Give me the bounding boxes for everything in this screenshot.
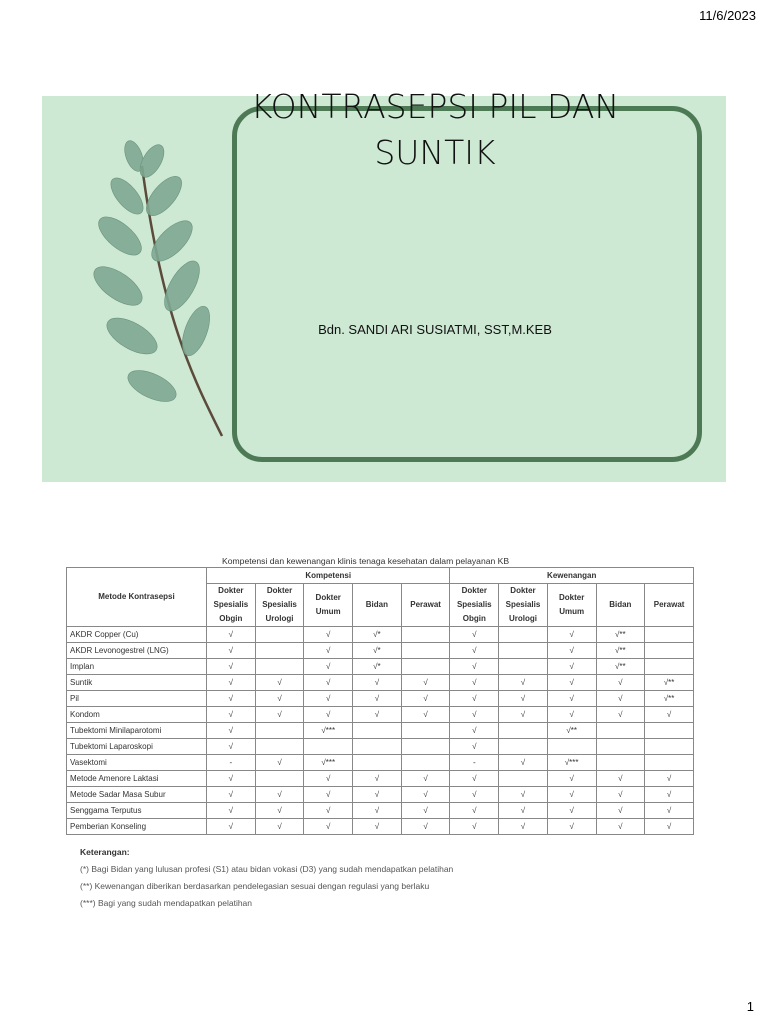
table-cell: √ xyxy=(450,627,499,643)
method-cell: Kondom xyxy=(67,707,207,723)
table-cell: √ xyxy=(304,643,353,659)
table-row xyxy=(67,643,694,659)
table-cell: √ xyxy=(401,803,450,819)
table-cell: √ xyxy=(207,691,256,707)
table-cell: √ xyxy=(499,707,548,723)
table-cell: √** xyxy=(596,627,645,643)
table-row xyxy=(67,675,694,691)
table-cell xyxy=(547,739,596,755)
table-cell xyxy=(645,659,694,675)
table-cell xyxy=(499,643,548,659)
table-cell: √ xyxy=(255,691,304,707)
table-cell: √ xyxy=(207,787,256,803)
table-cell: √ xyxy=(596,707,645,723)
table-cell: √** xyxy=(596,659,645,675)
table-cell: √ xyxy=(207,771,256,787)
table-cell: √ xyxy=(401,675,450,691)
table-cell: √** xyxy=(645,691,694,707)
table-cell: √ xyxy=(450,787,499,803)
table-notes xyxy=(80,844,453,912)
table-row xyxy=(67,707,694,723)
column-header: Dokter Spesialis Obgin xyxy=(450,584,499,627)
table-cell: √ xyxy=(547,819,596,835)
table-cell xyxy=(353,755,402,771)
table-cell: √ xyxy=(353,675,402,691)
table-cell: √ xyxy=(499,675,548,691)
note-item: (***) Bagi yang sudah mendapatkan pelatihan xyxy=(80,898,253,908)
table-cell xyxy=(401,659,450,675)
table-cell: √** xyxy=(596,643,645,659)
note-item: (**) Kewenangan diberikan berdasarkan pendelegasian sesuai dengan regulasi yang berlaku xyxy=(80,881,430,891)
competency-table xyxy=(66,567,694,835)
table-cell xyxy=(499,739,548,755)
table-cell: √ xyxy=(499,787,548,803)
method-cell: Tubektomi Laparoskopi xyxy=(67,739,207,755)
method-cell: Senggama Terputus xyxy=(67,803,207,819)
slide-title xyxy=(230,84,640,176)
table-cell xyxy=(645,643,694,659)
table-cell: √ xyxy=(304,627,353,643)
table-row xyxy=(67,819,694,835)
column-header: Dokter Spesialis Urologi xyxy=(255,584,304,627)
page-number: 1 xyxy=(746,999,754,1014)
table-cell: √ xyxy=(450,739,499,755)
table-cell: √ xyxy=(207,627,256,643)
table-cell: √*** xyxy=(304,755,353,771)
table-cell: √ xyxy=(547,771,596,787)
table-cell: √ xyxy=(450,675,499,691)
table-cell xyxy=(304,739,353,755)
table-cell: √ xyxy=(596,787,645,803)
table-cell: √* xyxy=(353,627,402,643)
table-cell: √** xyxy=(645,675,694,691)
table-cell: √ xyxy=(353,819,402,835)
table-cell: - xyxy=(207,755,256,771)
table-cell: √ xyxy=(450,707,499,723)
table-cell xyxy=(255,771,304,787)
method-cell: Pemberian Konseling xyxy=(67,819,207,835)
slide-date: 11/6/2023 xyxy=(699,8,756,23)
table-cell: √ xyxy=(353,771,402,787)
table-cell: √ xyxy=(401,771,450,787)
table-cell xyxy=(353,723,402,739)
table-cell: √ xyxy=(547,691,596,707)
table-cell: √ xyxy=(304,803,353,819)
table-cell: √ xyxy=(547,803,596,819)
table-cell: √ xyxy=(304,691,353,707)
column-header: Bidan xyxy=(353,584,402,627)
table-row xyxy=(67,659,694,675)
table-cell xyxy=(499,659,548,675)
table-cell: √ xyxy=(207,659,256,675)
table-cell xyxy=(401,643,450,659)
table-cell xyxy=(499,771,548,787)
table-cell: √ xyxy=(499,755,548,771)
column-header: Bidan xyxy=(596,584,645,627)
column-header: Dokter Umum xyxy=(547,584,596,627)
table-cell: √ xyxy=(596,771,645,787)
table-cell: √ xyxy=(255,819,304,835)
table-row xyxy=(67,771,694,787)
table-cell: √ xyxy=(304,787,353,803)
table-cell: √ xyxy=(401,787,450,803)
table-cell: √ xyxy=(596,819,645,835)
table-cell xyxy=(596,739,645,755)
method-cell: Tubektomi Minilaparotomi xyxy=(67,723,207,739)
table-cell xyxy=(255,723,304,739)
table-cell: √*** xyxy=(547,755,596,771)
table-cell: √ xyxy=(304,675,353,691)
table-cell: √ xyxy=(304,771,353,787)
column-header: Perawat xyxy=(401,584,450,627)
note-item: (*) Bagi Bidan yang lulusan profesi (S1) atau bidan vokasi (D3) yang sudah mendapatkan pelatihan xyxy=(80,864,454,874)
table-row xyxy=(67,627,694,643)
table-cell: √ xyxy=(207,803,256,819)
table-cell: √ xyxy=(547,643,596,659)
table-cell: √** xyxy=(547,723,596,739)
slide-title-line-2: SUNTIK xyxy=(374,133,496,172)
table-cell xyxy=(401,739,450,755)
column-header: Perawat xyxy=(645,584,694,627)
table-cell: √ xyxy=(401,691,450,707)
group-header-kompetensi: Kompetensi xyxy=(207,568,450,584)
table-cell: √ xyxy=(304,707,353,723)
table-cell xyxy=(499,627,548,643)
method-cell: Metode Sadar Masa Subur xyxy=(67,787,207,803)
table-cell xyxy=(255,643,304,659)
slide-title-line-1: KONTRASEPSI PIL DAN xyxy=(250,87,620,126)
group-header-kewenangan: Kewenangan xyxy=(450,568,694,584)
table-cell: √ xyxy=(450,643,499,659)
table-cell: √ xyxy=(207,819,256,835)
table-cell: √ xyxy=(450,803,499,819)
table-cell: - xyxy=(450,755,499,771)
table-cell: √ xyxy=(255,803,304,819)
table-cell: √* xyxy=(353,659,402,675)
table-cell: √ xyxy=(547,787,596,803)
table-cell: √*** xyxy=(304,723,353,739)
column-header: Dokter Spesialis Obgin xyxy=(207,584,256,627)
table-cell: √ xyxy=(547,659,596,675)
table-cell xyxy=(353,739,402,755)
table-cell: √ xyxy=(645,771,694,787)
table-cell xyxy=(401,755,450,771)
table-cell xyxy=(255,627,304,643)
table-cell: √ xyxy=(353,691,402,707)
slide-author: Bdn. SANDI ARI SUSIATMI, SST,M.KEB xyxy=(318,322,552,337)
table-cell: √ xyxy=(645,819,694,835)
table-cell xyxy=(401,723,450,739)
table-row xyxy=(67,787,694,803)
table-cell: √ xyxy=(596,691,645,707)
table-cell xyxy=(499,723,548,739)
table-cell: √ xyxy=(255,675,304,691)
table-cell: √ xyxy=(450,659,499,675)
table-cell: √ xyxy=(353,707,402,723)
table-caption: Kompetensi dan kewenangan klinis tenaga kesehatan dalam pelayanan KB xyxy=(222,556,510,566)
table-cell: √ xyxy=(596,803,645,819)
table-cell: √ xyxy=(499,819,548,835)
table-cell: √ xyxy=(353,787,402,803)
table-cell: √ xyxy=(304,659,353,675)
table-cell xyxy=(596,723,645,739)
table-cell xyxy=(645,723,694,739)
table-cell xyxy=(401,627,450,643)
method-cell: AKDR Levonogestrel (LNG) xyxy=(67,643,207,659)
table-cell: √ xyxy=(401,707,450,723)
table-cell xyxy=(255,739,304,755)
column-header: Dokter Umum xyxy=(304,584,353,627)
method-cell: Implan xyxy=(67,659,207,675)
table-cell: √ xyxy=(645,803,694,819)
table-cell: √ xyxy=(255,755,304,771)
row-header: Metode Kontrasepsi xyxy=(67,568,207,627)
competency-table-container xyxy=(66,567,694,835)
method-cell: AKDR Copper (Cu) xyxy=(67,627,207,643)
table-cell: √ xyxy=(255,787,304,803)
leaf-branch-illustration xyxy=(72,126,232,446)
table-cell: √ xyxy=(304,819,353,835)
table-cell: √ xyxy=(450,771,499,787)
table-row xyxy=(67,755,694,771)
table-cell: √ xyxy=(499,803,548,819)
table-cell: √ xyxy=(450,691,499,707)
table-cell: √ xyxy=(547,707,596,723)
method-cell: Pil xyxy=(67,691,207,707)
table-cell: √ xyxy=(547,627,596,643)
table-cell: √* xyxy=(353,643,402,659)
table-row xyxy=(67,691,694,707)
table-cell: √ xyxy=(401,819,450,835)
table-cell: √ xyxy=(450,819,499,835)
table-cell: √ xyxy=(353,803,402,819)
table-cell xyxy=(645,755,694,771)
table-cell: √ xyxy=(645,787,694,803)
table-cell xyxy=(645,627,694,643)
table-cell: √ xyxy=(255,707,304,723)
method-cell: Vasektomi xyxy=(67,755,207,771)
table-row xyxy=(67,723,694,739)
table-cell: √ xyxy=(499,691,548,707)
method-cell: Metode Amenore Laktasi xyxy=(67,771,207,787)
method-cell: Suntik xyxy=(67,675,207,691)
table-cell: √ xyxy=(547,675,596,691)
table-cell: √ xyxy=(596,675,645,691)
table-row xyxy=(67,739,694,755)
table-cell xyxy=(255,659,304,675)
table-cell: √ xyxy=(645,707,694,723)
table-cell: √ xyxy=(207,707,256,723)
table-cell xyxy=(645,739,694,755)
table-cell: √ xyxy=(207,643,256,659)
table-cell: √ xyxy=(207,739,256,755)
table-row xyxy=(67,803,694,819)
notes-heading: Keterangan: xyxy=(80,847,130,857)
table-cell: √ xyxy=(207,675,256,691)
table-cell xyxy=(596,755,645,771)
table-cell: √ xyxy=(450,723,499,739)
table-cell: √ xyxy=(207,723,256,739)
column-header: Dokter Spesialis Urologi xyxy=(499,584,548,627)
